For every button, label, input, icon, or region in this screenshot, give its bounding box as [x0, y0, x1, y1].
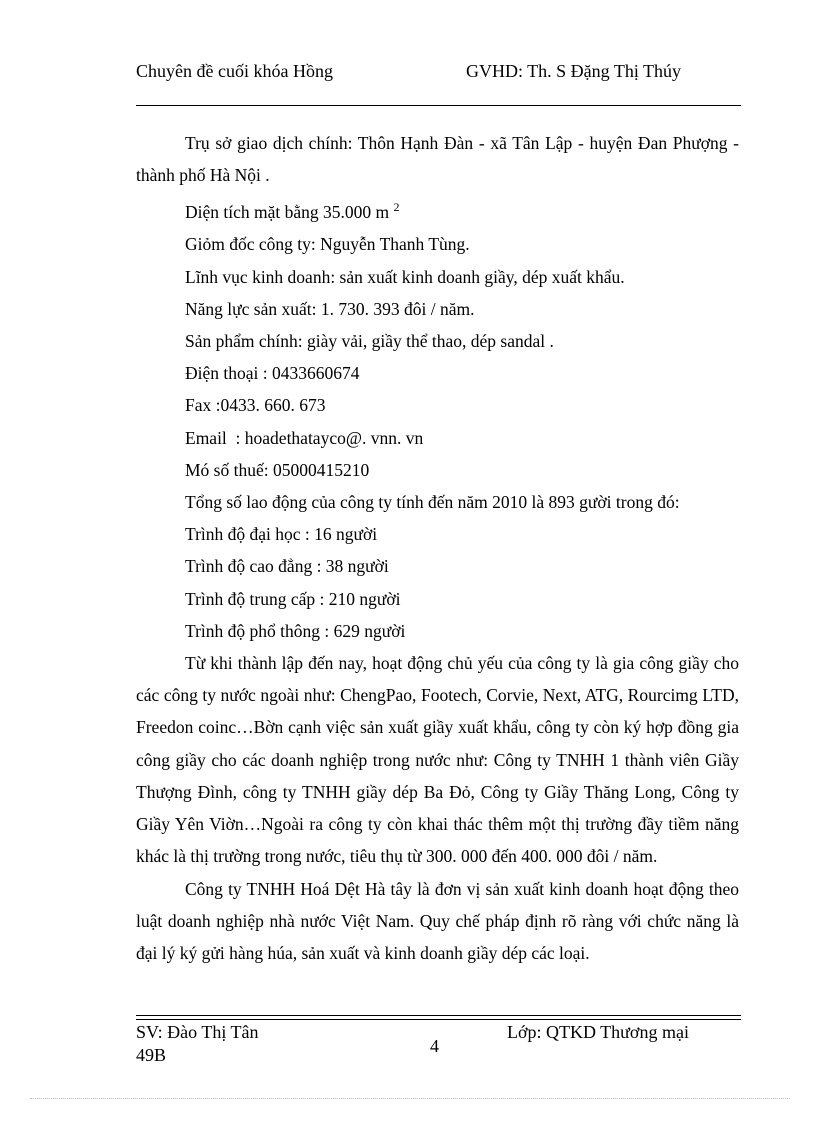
line-email: Email : hoadethatayco@. vnn. vn	[185, 427, 424, 448]
footer-class: Lớp: QTKD Thương mại	[507, 1022, 689, 1042]
line-phone: Điện thoại : 0433660674	[185, 363, 360, 384]
page-header	[136, 60, 741, 106]
line-tax: Mó số thuế: 05000415210	[185, 459, 370, 480]
line-staff: Tổng số lao động của công ty tính đến năm 2010 là 893 gười trong đó:	[185, 492, 680, 513]
line-fax: Fax :0433. 660. 673	[185, 395, 326, 416]
document-body	[136, 127, 739, 969]
line-director: Giỏm đốc công ty: Nguyễn Thanh Tùng.	[185, 234, 470, 255]
paragraph-history: Từ khi thành lập đến nay, hoạt động chủ yếu của công ty là gia công giầy cho các công ty nước ngoài như: ChengPao, Footech, Corvie, Next, ATG, Rourcimg LTD, Freedon coinc…Bờn cạnh việc sản xuất giầy xuất khẩu, công ty còn ký hợp đồng gia công giầy cho các doanh nghiệp trong nước như: Công ty TNHH 1 thành viên Giầy Thượng Đình, công ty TNHH giầy dép Ba Đỏ, Công ty Giầy Thăng Long, Công ty Giầy Yên Viờn…Ngoài ra công ty còn khai thác thêm một thị trường đầy tiềm năng khác là thị trường trong nước, tiêu thụ từ 300. 000 đến 400. 000 đôi / năm.	[136, 653, 739, 867]
header-divider	[136, 105, 741, 106]
header-course-title: Chuyên đề cuối khóa Hồng	[136, 61, 333, 81]
area-text: Diện tích mặt bằng 35.000 m	[185, 202, 390, 223]
footer-divider-top	[136, 1015, 741, 1016]
page-number: 4	[430, 1036, 439, 1056]
header-instructor: GVHD: Th. S Đặng Thị Thúy	[466, 61, 682, 81]
line-edu-intermediate: Trình độ trung cấp : 210 người	[185, 588, 401, 609]
page-footer	[136, 1021, 741, 1069]
page-edge-marker	[30, 1098, 790, 1099]
line-products: Sản phẩm chính: giày vải, giầy thể thao, dép sandal .	[185, 331, 554, 352]
line-edu-university: Trình độ đại học : 16 người	[185, 524, 378, 545]
area-superscript: 2	[393, 200, 400, 215]
paragraph-address: Trụ sở giao dịch chính: Thôn Hạnh Đàn - xã Tân Lập - huyện Đan Phượng - thành phố Hà Nội .	[136, 133, 739, 186]
line-edu-college: Trình độ cao đẳng : 38 người	[185, 556, 389, 577]
line-business: Lĩnh vục kinh doanh: sản xuất kinh doanh giầy, dép xuất khẩu.	[185, 266, 625, 287]
line-area	[136, 191, 739, 228]
paragraph-company: Công ty TNHH Hoá Dệt Hà tây là đơn vị sản xuất kinh doanh hoạt động theo luật doanh nghiệp nhà nước Việt Nam. Quy chế pháp định rõ ràng với chức năng là đại lý ký gửi hàng húa, sản xuất và kinh doanh giầy dép các loại.	[136, 878, 739, 963]
line-capacity: Năng lực sản xuất: 1. 730. 393 đôi / năm.	[185, 298, 475, 319]
footer-divider-bottom	[136, 1019, 741, 1020]
footer-student: SV: Đào Thị Tân 49B	[136, 1022, 259, 1065]
line-edu-highschool: Trình độ phổ thông : 629 người	[185, 620, 406, 641]
